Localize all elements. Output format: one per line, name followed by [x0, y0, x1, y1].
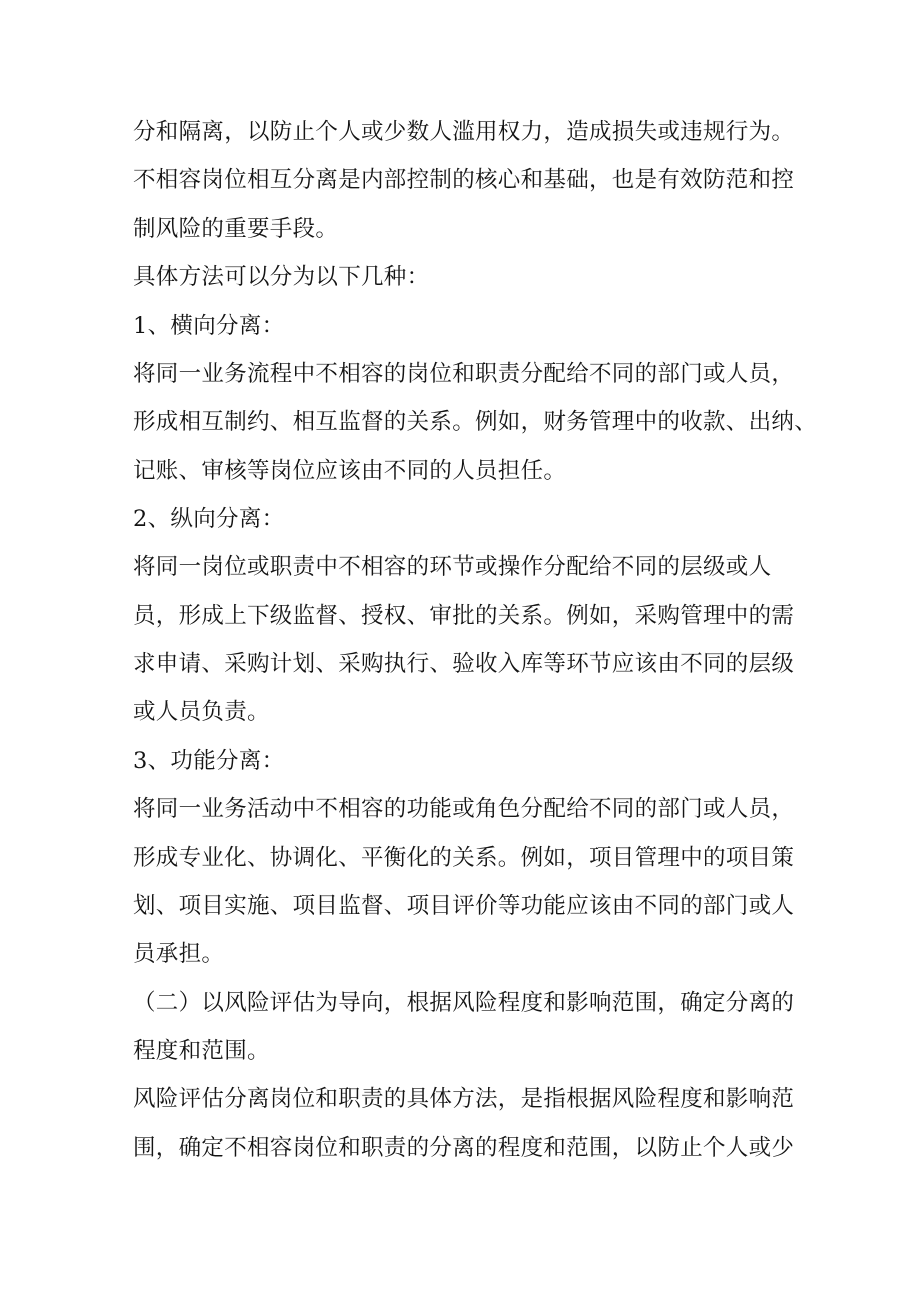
text-line: 分和隔离，以防止个人或少数人滥用权力，造成损失或违规行为。: [133, 119, 795, 145]
text-line: 求申请、采购计划、采购执行、验收入库等环节应该由不同的层级: [133, 651, 795, 677]
text-line: 具体方法可以分为以下几种：: [133, 264, 430, 290]
text-line: 将同一岗位或职责中不相容的环节或操作分配给不同的层级或人: [133, 554, 772, 580]
section-heading: 3、功能分离：: [133, 748, 285, 774]
text-line: 形成专业化、协调化、平衡化的关系。例如，项目管理中的项目策: [133, 845, 795, 871]
text-line: 形成相互制约、相互监督的关系。例如，财务管理中的收款、出纳、: [133, 409, 818, 435]
section-heading: 2、纵向分离：: [133, 506, 285, 532]
text-line: （二）以风险评估为导向，根据风险程度和影响范围，确定分离的: [133, 990, 795, 1016]
text-line: 或人员负责。: [133, 699, 270, 725]
text-line: 围，确定不相容岗位和职责的分离的程度和范围，以防止个人或少: [133, 1135, 795, 1161]
text-line: 划、项目实施、项目监督、项目评价等功能应该由不同的部门或人: [133, 893, 795, 919]
text-line: 记账、审核等岗位应该由不同的人员担任。: [133, 458, 567, 484]
text-line: 员承担。: [133, 941, 225, 967]
text-line: 风险评估分离岗位和职责的具体方法，是指根据风险程度和影响范: [133, 1086, 795, 1112]
text-line: 将同一业务流程中不相容的岗位和职责分配给不同的部门或人员，: [133, 361, 795, 387]
section-heading: 1、横向分离：: [133, 313, 285, 339]
text-line: 程度和范围。: [133, 1038, 270, 1064]
text-line: 制风险的重要手段。: [133, 216, 339, 242]
text-line: 不相容岗位相互分离是内部控制的核心和基础，也是有效防范和控: [133, 167, 795, 193]
text-line: 员，形成上下级监督、授权、审批的关系。例如，采购管理中的需: [133, 603, 795, 629]
text-line: 将同一业务活动中不相容的功能或角色分配给不同的部门或人员，: [133, 796, 795, 822]
